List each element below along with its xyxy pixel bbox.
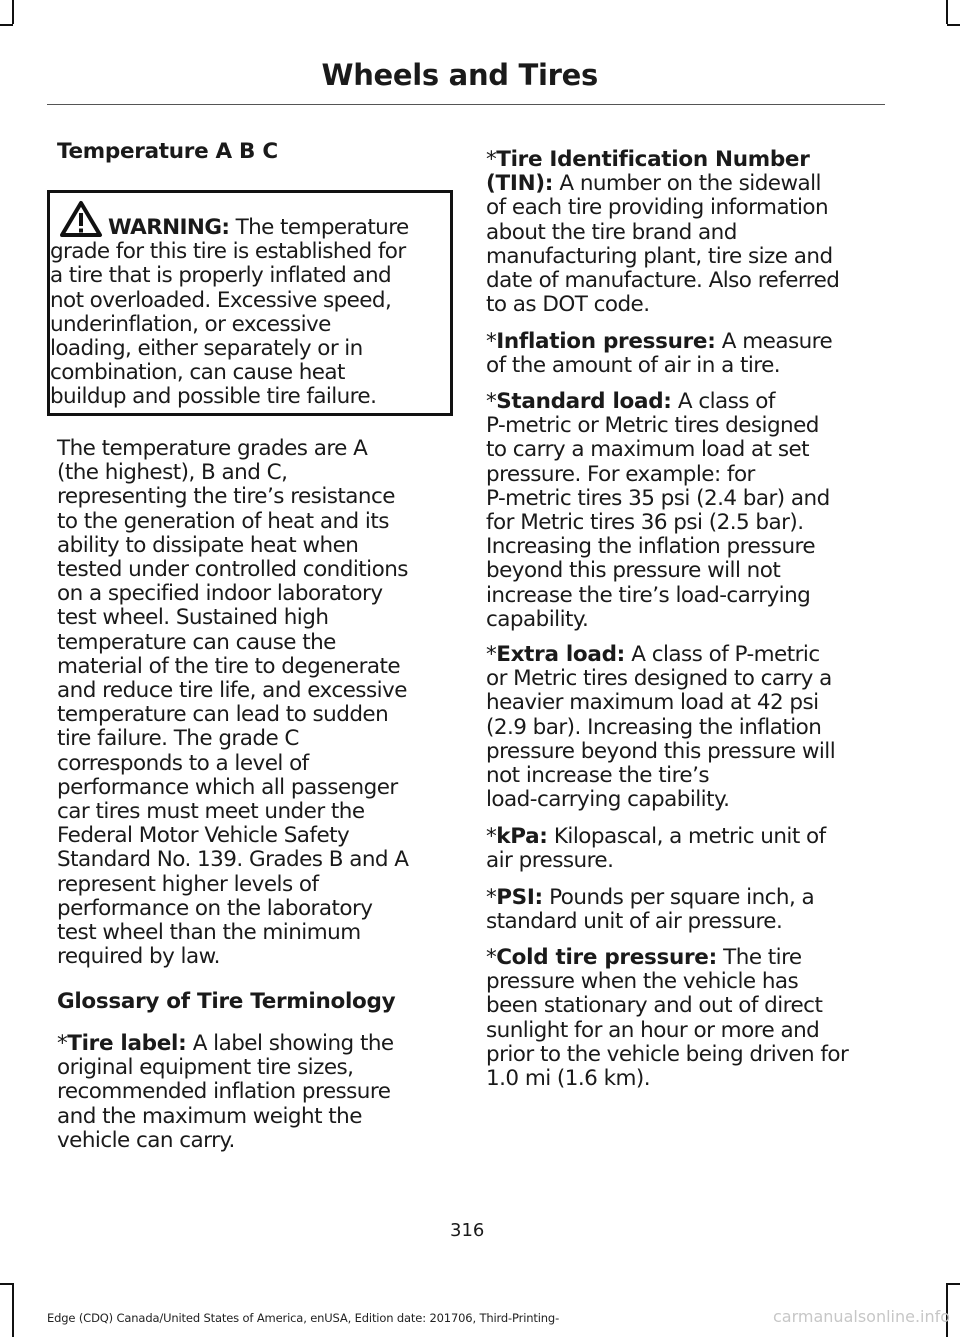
entry-line: not increase the tire’s [486, 763, 709, 789]
entry-line: recommended inflation pressure [57, 1079, 391, 1105]
paragraph-line: Standard No. 139. Grades B and A [57, 847, 409, 873]
tire-label-entry [57, 1032, 454, 1153]
glossary-heading: Glossary of Tire Terminology [57, 989, 396, 1014]
entry-line: 1.0 mi (1.6 km). [486, 1066, 651, 1092]
entry-line: or Metric tires designed to carry a [486, 666, 832, 692]
entry-prefix: * [57, 1031, 68, 1056]
entry-line: A number on the sidewall [553, 171, 821, 197]
kpa-entry [486, 825, 885, 873]
paragraph-line: (the highest), B and C, [57, 460, 288, 486]
entry-line: P-metric or Metric tires designed [486, 413, 819, 439]
footer-edition-text: Edge (CDQ) Canada/United States of America, enUSA, Edition date: 201706, Third-Printing- [47, 1311, 560, 1325]
entry-prefix: * [486, 642, 497, 667]
extra-load-entry [486, 643, 885, 812]
entry-line: date of manufacture. Also referred [486, 268, 840, 294]
entry-line: pressure beyond this pressure will [486, 738, 836, 764]
crop-mark [12, 0, 14, 24]
paragraph-line: corresponds to a level of [57, 750, 309, 776]
paragraph-line: ability to dissipate heat when [57, 532, 359, 558]
entry-line: original equipment tire sizes, [57, 1055, 354, 1081]
paragraph-line: temperature can lead to sudden [57, 702, 389, 728]
warning-line: loading, either separately or in [50, 336, 363, 362]
entry-line: vehicle can carry. [57, 1127, 235, 1153]
entry-line: beyond this pressure will not [486, 558, 781, 584]
warning-text [50, 216, 448, 410]
entry-line: air pressure. [486, 848, 614, 874]
entry-line: P-metric tires 35 psi (2.4 bar) and [486, 485, 830, 511]
entry-line: to as DOT code. [486, 292, 650, 318]
warning-line: The temperature [229, 215, 409, 240]
paragraph-line: test wheel than the minimum [57, 920, 361, 946]
entry-line: pressure. For example: for [486, 461, 755, 487]
entry-line: about the tire brand and [486, 219, 737, 245]
paragraph-line: test wheel. Sustained high [57, 605, 329, 631]
entry-line: A label showing the [186, 1031, 394, 1056]
entry-line: pressure when the vehicle has [486, 969, 799, 995]
paragraph-line: car tires must meet under the [57, 799, 365, 825]
entry-line: A class of [671, 389, 775, 414]
watermark: carmanualsonline.info [773, 1307, 951, 1326]
paragraph-line: The temperature grades are A [57, 436, 368, 461]
entry-line: for Metric tires 36 psi (2.5 bar). [486, 510, 804, 536]
warning-line: a tire that is properly inflated and [50, 263, 392, 289]
term-tin: Tire Identification Number [496, 147, 810, 172]
entry-line: (2.9 bar). Increasing the inflation [486, 714, 822, 740]
entry-line: heavier maximum load at 42 psi [486, 690, 819, 716]
term-inflation-pressure: Inflation pressure: [496, 329, 716, 354]
paragraph-line: required by law. [57, 944, 220, 970]
entry-line: standard unit of air pressure. [486, 909, 783, 935]
term-tire-label: Tire label: [67, 1031, 187, 1056]
paragraph-line: to the generation of heat and its [57, 508, 389, 534]
entry-line: increase the tire’s load-carrying [486, 582, 811, 608]
warning-line: buildup and possible tire failure. [50, 384, 377, 410]
entry-prefix: * [486, 329, 497, 354]
warning-line: underinflation, or excessive [50, 311, 331, 337]
warning-label: WARNING: [108, 215, 230, 240]
page-header-title: Wheels and Tires [321, 58, 598, 92]
entry-line: and the maximum weight the [57, 1103, 362, 1129]
entry-line: of each tire providing information [486, 195, 829, 221]
paragraph-line: tire failure. The grade C [57, 726, 299, 752]
crop-mark [0, 1283, 13, 1285]
entry-line: Pounds per square inch, a [542, 885, 815, 910]
entry-line: A class of P-metric [624, 642, 820, 667]
tin-entry [486, 148, 885, 317]
paragraph-line: material of the tire to degenerate [57, 653, 401, 679]
entry-line: Kilopascal, a metric unit of [547, 824, 826, 849]
entry-line: of the amount of air in a tire. [486, 353, 781, 379]
crop-mark [947, 24, 960, 26]
term-kpa: kPa: [496, 824, 548, 849]
entry-prefix: * [486, 147, 497, 172]
left-column [57, 140, 454, 164]
entry-line: Increasing the inflation pressure [486, 534, 816, 560]
term-standard-load: Standard load: [496, 389, 672, 414]
paragraph-line: Federal Motor Vehicle Safety [57, 823, 350, 849]
crop-mark [0, 24, 13, 26]
entry-line: A measure [715, 329, 833, 354]
paragraph-line: represent higher levels of [57, 871, 319, 897]
paragraph-line: temperature can cause the [57, 629, 336, 655]
paragraph-line: and reduce tire life, and excessive [57, 678, 407, 704]
term-cold-tire-pressure: Cold tire pressure: [496, 945, 717, 970]
entry-prefix: * [486, 945, 497, 970]
entry-line: been stationary and out of direct [486, 993, 823, 1019]
warning-line: combination, can cause heat [50, 360, 345, 386]
crop-mark [947, 1283, 960, 1285]
crop-mark [12, 1283, 14, 1337]
section-heading-temperature: Temperature A B C [57, 139, 278, 164]
term-tin-abbrev: (TIN): [486, 171, 554, 197]
entry-line: prior to the vehicle being driven for [486, 1041, 849, 1067]
header-divider [47, 104, 885, 105]
inflation-pressure-entry [486, 330, 885, 378]
entry-line: to carry a maximum load at set [486, 437, 810, 463]
psi-entry [486, 886, 885, 934]
entry-prefix: * [486, 885, 497, 910]
cold-tire-pressure-entry [486, 946, 885, 1091]
term-extra-load: Extra load: [496, 642, 625, 667]
entry-line: load-carrying capability. [486, 787, 730, 813]
entry-prefix: * [486, 389, 497, 414]
entry-line: capability. [486, 606, 589, 632]
standard-load-entry [486, 390, 885, 632]
paragraph-line: on a specified indoor laboratory [57, 581, 383, 607]
entry-line: The tire [716, 945, 802, 970]
entry-line: sunlight for an hour or more and [486, 1017, 820, 1043]
warning-line: grade for this tire is established for [50, 239, 406, 265]
paragraph-line: performance which all passenger [57, 774, 398, 800]
paragraph-line: tested under controlled conditions [57, 557, 408, 583]
warning-line: not overloaded. Excessive speed, [50, 287, 392, 313]
glossary-section [57, 990, 454, 1014]
temperature-paragraph [57, 437, 454, 969]
page-number: 316 [450, 1220, 485, 1241]
warning-box [47, 190, 453, 416]
paragraph-line: performance on the laboratory [57, 895, 373, 921]
term-psi: PSI: [496, 885, 543, 910]
paragraph-line: representing the tire’s resistance [57, 484, 395, 510]
entry-line: manufacturing plant, tire size and [486, 243, 833, 269]
crop-mark [946, 0, 948, 24]
entry-prefix: * [486, 824, 497, 849]
